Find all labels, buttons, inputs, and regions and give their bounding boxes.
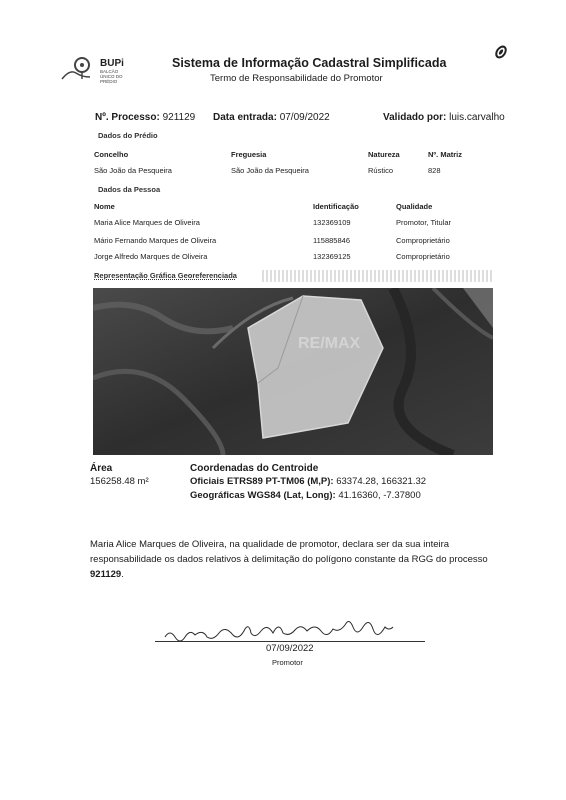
declaration-text bbox=[90, 537, 500, 582]
validated-by-value: luis.carvalho bbox=[449, 112, 505, 123]
pessoa-row-2-nome: Mário Fernando Marques de Oliveira bbox=[94, 236, 217, 245]
declaration-end: . bbox=[121, 569, 124, 580]
document-title: Sistema de Informação Cadastral Simplificada bbox=[172, 56, 447, 70]
predio-header-matriz: Nº. Matriz bbox=[428, 150, 462, 159]
predio-header-natureza: Natureza bbox=[368, 150, 400, 159]
entry-date-value: 07/09/2022 bbox=[279, 112, 330, 123]
pessoa-row-1-id: 132369109 bbox=[313, 218, 351, 227]
entry-date bbox=[213, 112, 330, 123]
predio-header-freguesia: Freguesia bbox=[231, 150, 267, 159]
entry-date-label: Data entrada: bbox=[213, 112, 277, 123]
centroid-geographic-label: Geográficas WGS84 (Lat, Long): bbox=[190, 490, 336, 501]
area-label: Área bbox=[90, 463, 113, 474]
predio-freguesia: São João da Pesqueira bbox=[231, 166, 309, 175]
predio-concelho: São João da Pesqueira bbox=[94, 166, 172, 175]
predio-natureza: Rústico bbox=[368, 166, 394, 175]
declaration-process-number: 921129 bbox=[90, 569, 122, 580]
predio-matriz: 828 bbox=[428, 166, 441, 175]
logo-subtitle: BALCÃO ÚNICO DO PRÉDIO bbox=[100, 69, 123, 84]
signature-role: Promotor bbox=[272, 658, 303, 667]
pessoa-row-3-id: 132369125 bbox=[313, 252, 351, 261]
map-watermark: RE/MAX bbox=[298, 335, 361, 352]
logo-name: BUPi bbox=[100, 58, 124, 69]
pessoa-row-1-nome: Maria Alice Marques de Oliveira bbox=[94, 218, 200, 227]
process-number bbox=[95, 112, 195, 123]
georeferenced-map bbox=[93, 288, 493, 455]
bupi-logo-icon bbox=[60, 55, 96, 85]
pessoa-section-title: Dados da Pessoa bbox=[98, 185, 161, 194]
document-subtitle: Termo de Responsabilidade do Promotor bbox=[210, 73, 383, 84]
area-value: 156258.48 m² bbox=[90, 476, 149, 487]
validated-by-label: Validado por: bbox=[383, 112, 447, 123]
centroid-title: Coordenadas do Centroide bbox=[190, 463, 319, 474]
centroid-geographic bbox=[190, 490, 421, 501]
centroid-official-label: Oficiais ETRS89 PT-TM06 (M,P): bbox=[190, 476, 334, 487]
map-section-title: Representação Gráfica Georeferenciada bbox=[94, 271, 237, 280]
pessoa-row-2-id: 115885846 bbox=[313, 236, 350, 245]
predio-section-title: Dados do Prédio bbox=[98, 131, 158, 140]
map-image bbox=[93, 288, 493, 455]
pessoa-header-nome: Nome bbox=[94, 202, 115, 211]
centroid-geographic-value: 41.16360, -7.37800 bbox=[338, 490, 421, 501]
centroid-official-value: 63374.28, 166321.32 bbox=[336, 476, 427, 487]
scan-noise bbox=[262, 270, 492, 282]
declaration-body: Maria Alice Marques de Oliveira, na qualidade de promotor, declara ser da sua inteira responsabilidade os dados relativos à delimitação do polígono constante da RGG do processo bbox=[90, 539, 488, 565]
pessoa-row-1-qualidade: Promotor, Titular bbox=[396, 218, 452, 227]
process-number-label: Nº. Processo: bbox=[95, 112, 160, 123]
stamp-icon bbox=[494, 45, 508, 59]
predio-header-concelho: Concelho bbox=[94, 150, 129, 159]
centroid-official bbox=[190, 476, 426, 487]
validated-by bbox=[383, 112, 505, 123]
process-number-value: 921129 bbox=[162, 112, 196, 123]
pessoa-row-2-qualidade: Comproprietário bbox=[396, 236, 450, 245]
pessoa-row-3-qualidade: Comproprietário bbox=[396, 252, 450, 261]
pessoa-row-3-nome: Jorge Alfredo Marques de Oliveira bbox=[94, 252, 208, 261]
pessoa-header-qualidade: Qualidade bbox=[396, 202, 433, 211]
signature-date: 07/09/2022 bbox=[266, 643, 314, 654]
pessoa-header-identificacao: Identificação bbox=[313, 202, 359, 211]
signature-line bbox=[155, 641, 425, 642]
